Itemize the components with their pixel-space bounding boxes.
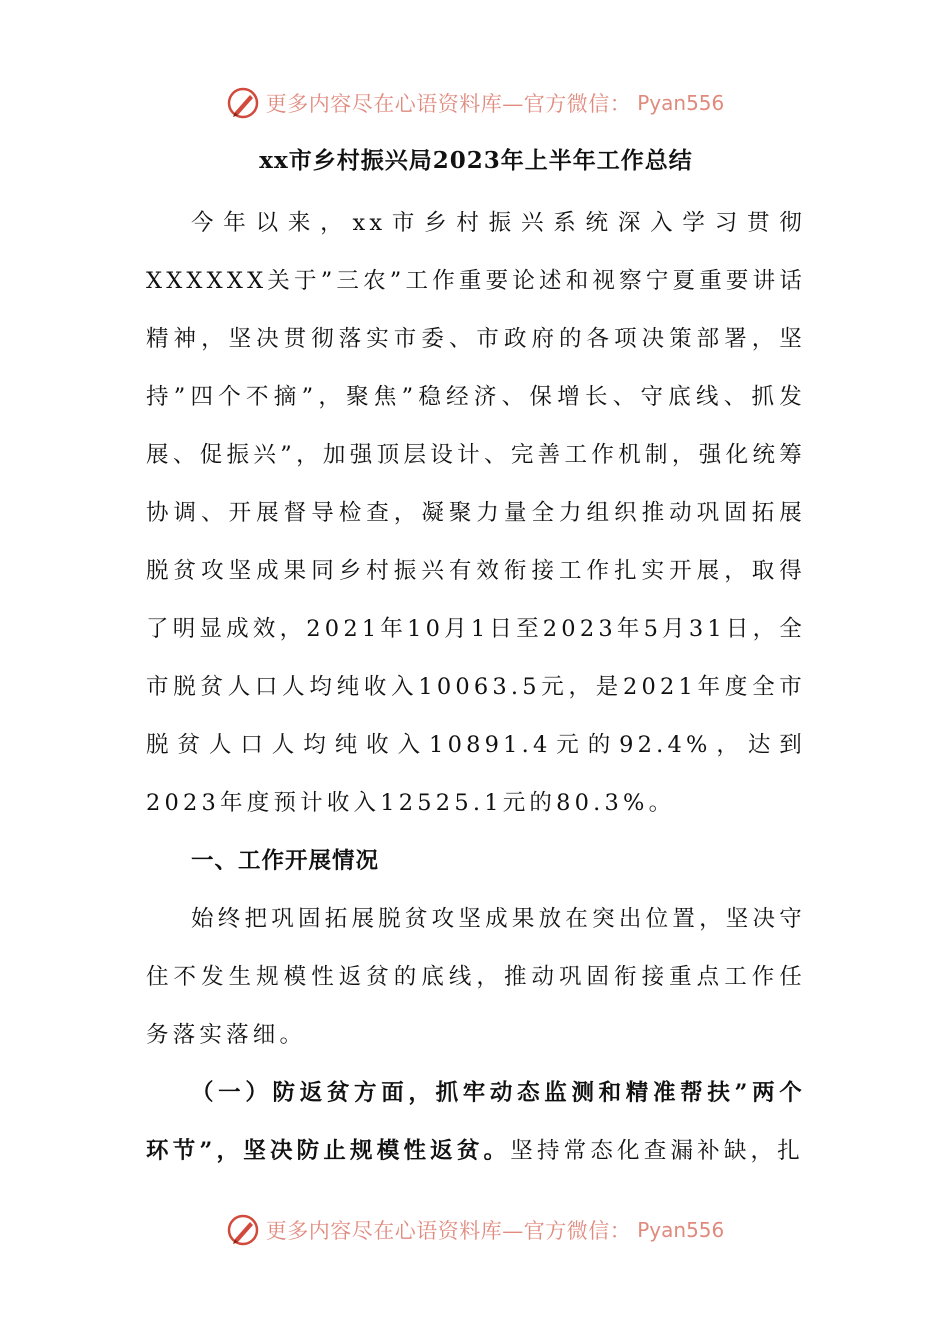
- document-body: [146, 136, 806, 1180]
- watermark-text: 更多内容尽在心语资料库—官方微信：: [265, 92, 632, 116]
- section-1-paragraph: 始终把巩固拓展脱贫攻坚成果放在突出位置，坚决守住不发生规模性返贫的底线，推动巩固衔接重点工作任务落实落细。: [146, 906, 806, 1048]
- subsection-1-text: 坚持常态化查漏补缺，扎: [510, 1138, 804, 1164]
- watermark-header: [0, 83, 950, 123]
- intro-paragraph: 今年以来，xx市乡村振兴系统深入学习贯彻XXXXXX关于”三农”工作重要论述和视察宁夏重要讲话精神，坚决贯彻落实市委、市政府的各项决策部署，坚持”四个不摘”，聚焦”稳经济、保增长、守底线、抓发展、促振兴”，加强顶层设计、完善工作机制，强化统筹协调、开展督导检查，凝聚力量全力组织推动巩固拓展脱贫攻坚成果同乡村振兴有效衔接工作扎实开展，取得了明显成效，2021年10月1日至2023年5月31日，全市脱贫人口人均纯收入10063.5元，是2021年度全市脱贫人口人均纯收入10891.4元的92.4%，达到2023年度预计收入12525.1元的80.3%。: [146, 210, 807, 816]
- watermark-text: 更多内容尽在心语资料库—官方微信：: [265, 1219, 632, 1243]
- section-heading-1: 一、工作开展情况: [191, 848, 380, 874]
- document-title: xx市乡村振兴局2023年上半年工作总结: [259, 147, 693, 174]
- subsection-1-heading: （一）防返贫方面，抓牢动态监测和精准帮扶”两个环节”，坚决防止规模性返贫。: [146, 1080, 806, 1164]
- watermark-wechat-id: Pyan556: [637, 91, 725, 115]
- watermark-wechat-id: Pyan556: [637, 1218, 725, 1242]
- watermark-footer: [0, 1210, 950, 1250]
- pen-logo-icon: [226, 86, 260, 120]
- pen-logo-icon: [226, 1213, 260, 1247]
- subsection-1-paragraph: [146, 1064, 806, 1180]
